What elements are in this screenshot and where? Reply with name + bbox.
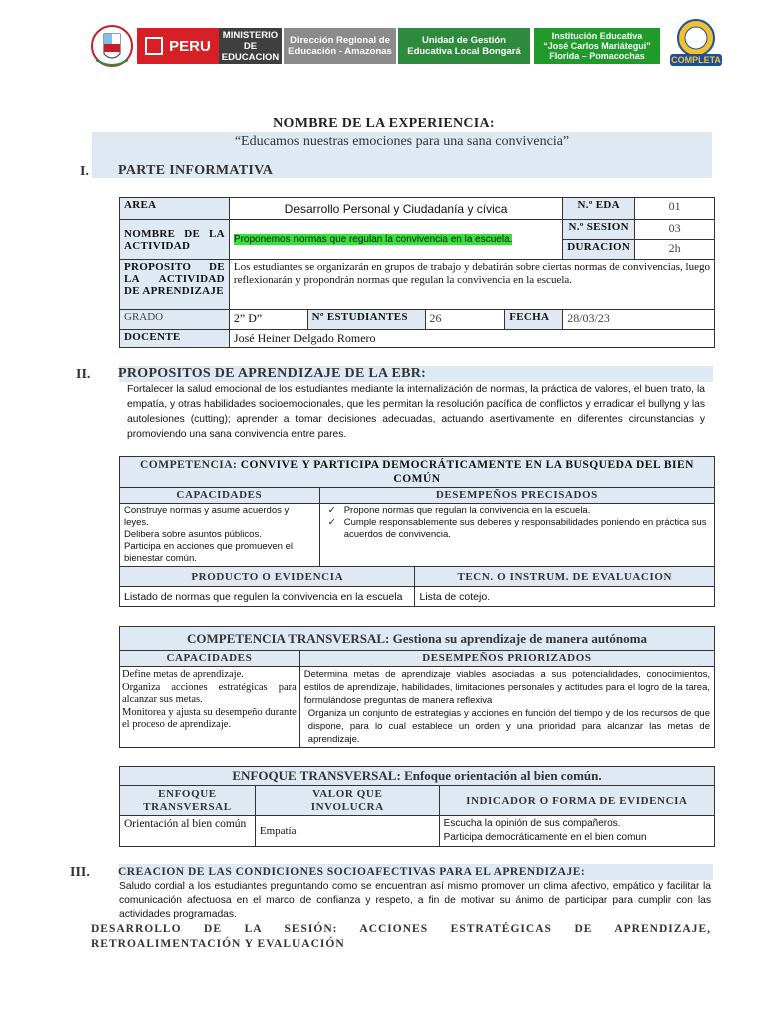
school-logo-icon: [668, 16, 724, 76]
instrumento-value: Lista de cotejo.: [415, 587, 715, 607]
grade-label: GRADO: [120, 310, 230, 330]
t-desempeno-item: Organiza un conjunto de estrategias y acciones en función del tiempo y de los recursos de que dispone, para lo cual establece un orden y una prioridad para alcanzar las metas de aprendizaje.: [307, 708, 710, 745]
enfoque-col1: ENFOQUE TRANSVERSAL: [120, 786, 256, 816]
t-capacidad-item: Organiza acciones estratégicas para alcanzar sus metas.: [122, 681, 297, 705]
students-label: Nº ESTUDIANTES: [307, 310, 425, 330]
peru-label: PERU: [137, 28, 219, 64]
area-value: Desarrollo Personal y Ciudadanía y cívica: [229, 198, 562, 220]
transversal-header: [120, 627, 715, 651]
enfoque-col2: VALOR QUE INVOLUCRA: [255, 786, 439, 816]
date-label: FECHA: [505, 310, 563, 330]
indicador-item: Participa democráticamente en el bien comun: [443, 832, 647, 843]
t-capacidades-header: CAPACIDADES: [120, 651, 300, 667]
transversal-label: COMPETENCIA TRANSVERSAL:: [187, 630, 390, 646]
school-label: Institución Educativa “José Carlos Mariátegui” Florida – Pomacochas: [534, 28, 660, 64]
t-desempenos-cell: [299, 667, 714, 748]
producto-header: PRODUCTO O EVIDENCIA: [120, 567, 415, 587]
competencia-name: CONVIVE Y PARTICIPA DEMOCRÁTICAMENTE EN LA BUSQUEDA DEL BIEN COMÚN: [240, 459, 694, 485]
producto-value: Listado de normas que regulen la convivencia en la escuela: [120, 587, 415, 607]
t-capacidad-item: Define metas de aprendizaje.: [122, 669, 244, 680]
transversal-table: [119, 626, 715, 748]
capacidad-item: Construye normas y asume acuerdos y leyes.: [124, 505, 290, 528]
experience-label: NOMBRE DE LA EXPERIENCIA:: [273, 116, 495, 131]
header-banner: [82, 14, 728, 80]
competencia-header: [120, 457, 715, 488]
enfoque-header: [120, 767, 715, 786]
date-value: 28/03/23: [563, 310, 715, 330]
dre-label: Dirección Regional de Educación - Amazonas: [284, 28, 396, 64]
capacidades-cell: [120, 504, 320, 567]
section3-title: CREACION DE LAS CONDICIONES SOCIOAFECTIVAS PARA EL APRENDIZAJE:: [118, 866, 586, 878]
session-label: N.º SESION: [563, 220, 635, 240]
area-label: AREA: [120, 198, 230, 220]
indicador-item: Escucha la opinión de sus compañeros.: [443, 818, 621, 829]
section3-text: Saludo cordial a los estudiantes preguntando como se encuentran así mismo promover un clima afectivo, empático y facilitar la comunicación afectuosa en el marco de confianza y respeto, a fin de motivar su ánimo de participar para cumplir con las actividades programadas.: [119, 881, 711, 920]
capacidad-item: Delibera sobre asuntos públicos.: [124, 529, 262, 540]
duration-value: 2h: [635, 240, 715, 260]
section2-title: PROPOSITOS DE APRENDIZAJE DE LA EBR:: [118, 366, 427, 381]
activity-value: Proponemos normas que regulan la convivencia en la escuela.: [233, 234, 513, 245]
t-capacidades-cell: [120, 667, 300, 748]
t-desempenos-header: DESEMPEÑOS PRIORIZADOS: [299, 651, 714, 667]
students-value: 26: [425, 310, 505, 330]
purpose-value: Los estudiantes se organizarán en grupos de trabajo y debatirán sobre ciertas normas de convivencias, luego reflexionarán y propondrán normas que regulan la convivencia en la escuela.: [229, 260, 714, 310]
desempenos-cell: [319, 504, 714, 567]
eda-label: N.º EDA: [563, 198, 635, 220]
teacher-value: José Heiner Delgado Romero: [229, 330, 714, 348]
t-desempeno-item: Determina metas de aprendizaje viables asociadas a sus potencialidades, conocimientos, estilos de aprendizaje, habilidades, limitaciones personales y actitudes para el logro de la tarea, formulándose preguntas de manera reflexiva: [303, 669, 710, 706]
section2-text: Fortalecer la salud emocional de los estudiantes mediante la internalización de normas, la práctica de valores, el buen trato, la empatía, y otras habilidades socioemocionales, que les permitan la resolución pacífica de conflictos y erradicar el bullyng y las autolesiones (cutting); aprender a tomar decisiones adecuadas, actuando asertivamente en diferentes circunstancias y promoviendo una sana convivencia entre pares.: [127, 384, 705, 440]
desarrollo-title: DESARROLLO DE LA SESIÓN: ACCIONES ESTRATÉGICAS DE APRENDIZAJE, RETROALIMENTACIÓN Y EVALUACIÓN: [91, 923, 711, 950]
session-value: 03: [635, 220, 715, 240]
experience-name: “Educamos nuestras emociones para una sana convivencia”: [234, 134, 570, 149]
valor-value: Empatía: [255, 816, 439, 847]
section3-number: III.: [70, 865, 90, 880]
section1-title: PARTE INFORMATIVA: [118, 163, 274, 178]
section1-number: I.: [80, 164, 89, 179]
eda-value: 01: [635, 198, 715, 220]
desempeno-item: ✓ Propone normas que regulan la convivencia en la escuela.: [324, 505, 710, 517]
capacidad-item: Participa en acciones que promueven el bienestar común.: [124, 541, 293, 564]
grade-value: 2” D”: [229, 310, 307, 330]
competencia-label: COMPETENCIA:: [140, 459, 238, 471]
enfoque-col3: INDICADOR O FORMA DE EVIDENCIA: [439, 786, 714, 816]
activity-cell: [229, 220, 562, 260]
enfoque-table: [119, 766, 715, 847]
activity-label: NOMBRE DE LA ACTIVIDAD: [120, 220, 230, 260]
purpose-label: PROPOSITO DE LA ACTIVIDAD DE APRENDIZAJE: [120, 260, 230, 310]
capacidades-header: CAPACIDADES: [120, 488, 320, 504]
t-capacidad-item: Monitorea y ajusta su desempeño durante el proceso de aprendizaje.: [122, 706, 297, 730]
section2-number: II.: [76, 367, 91, 382]
minedu-label: MINISTERIO DE EDUCACION: [219, 28, 282, 64]
transversal-name: Gestiona su aprendizaje de manera autónoma: [392, 630, 647, 646]
ugel-label: Unidad de Gestión Educativa Local Bongará: [398, 28, 530, 64]
peru-coat-of-arms-icon: [90, 20, 134, 72]
info-table: [119, 197, 715, 348]
desempenos-header: DESEMPEÑOS PRECISADOS: [319, 488, 714, 504]
teacher-label: DOCENTE: [120, 330, 230, 348]
svg-text:COMPLETA: COMPLETA: [671, 55, 721, 65]
desempeno-item: ✓ Cumple responsablemente sus deberes y responsabilidades poniendo en práctica sus acuerdos de convivencia.: [324, 517, 710, 541]
indicador-cell: [439, 816, 714, 847]
instrumento-header: TECN. O INSTRUM. DE EVALUACION: [415, 567, 715, 587]
enfoque-label: ENFOQUE TRANSVERSAL:: [232, 768, 401, 783]
enfoque-value: Orientación al bien común: [120, 816, 256, 847]
enfoque-name: Enfoque orientación al bien común.: [404, 768, 602, 783]
competencia-table: [119, 456, 715, 607]
duration-label: DURACION: [563, 240, 635, 260]
